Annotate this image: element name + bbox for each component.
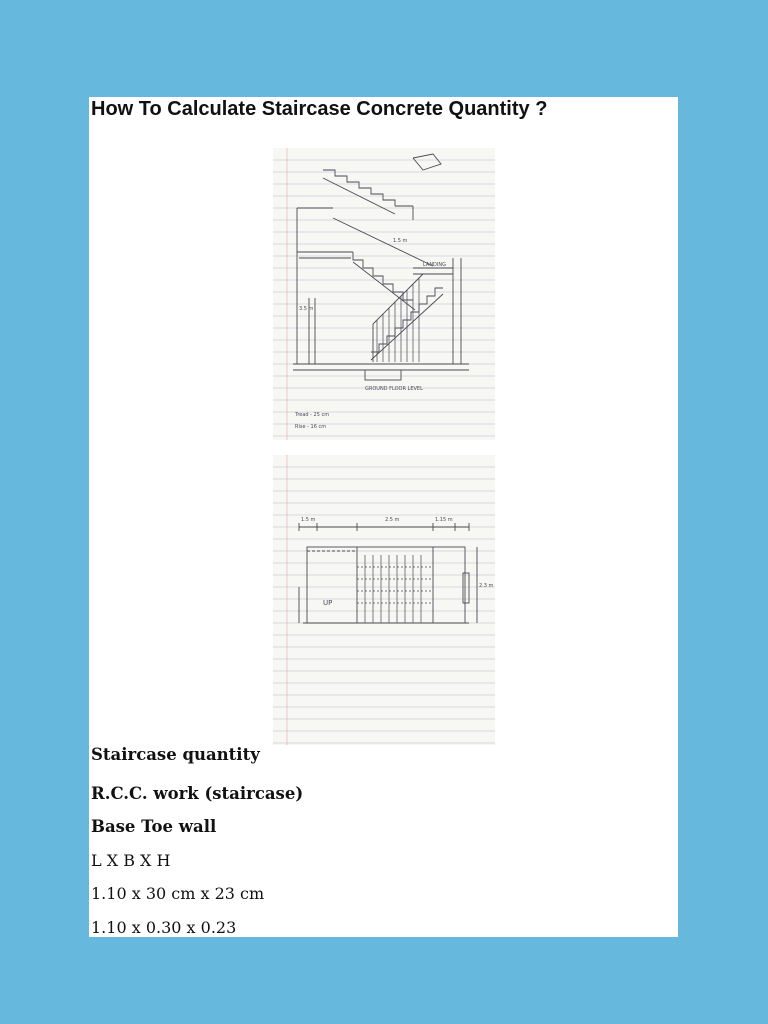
svg-text:1.5 m: 1.5 m — [301, 517, 316, 523]
svg-text:UP: UP — [323, 599, 333, 607]
staircase-section-sketch — [273, 148, 495, 440]
svg-text:1.5 m: 1.5 m — [393, 238, 408, 244]
svg-text:2.5 m: 2.5 m — [385, 517, 400, 523]
svg-text:LANDING: LANDING — [423, 262, 447, 268]
section-heading: Staircase quantity — [91, 745, 260, 764]
formula-text: L X B X H — [91, 851, 171, 870]
svg-text:2.3 m: 2.3 m — [479, 583, 494, 589]
svg-text:1.15 m: 1.15 m — [435, 517, 453, 523]
article-title: How To Calculate Staircase Concrete Quantity ? — [91, 98, 548, 120]
dimensions-m-text: 1.10 x 0.30 x 0.23 — [91, 918, 237, 937]
svg-text:3.5 m: 3.5 m — [299, 306, 314, 312]
svg-text:Tread - 25 cm: Tread - 25 cm — [295, 412, 330, 418]
rcc-work-heading: R.C.C. work (staircase) — [91, 784, 304, 803]
article-page — [89, 97, 678, 937]
svg-text:GROUND FLOOR LEVEL: GROUND FLOOR LEVEL — [365, 386, 423, 392]
svg-text:Rise - 16 cm: Rise - 16 cm — [295, 424, 327, 430]
dimensions-cm-text: 1.10 x 30 cm x 23 cm — [91, 884, 265, 903]
staircase-plan-sketch — [273, 455, 495, 745]
base-toe-wall-heading: Base Toe wall — [91, 817, 217, 836]
